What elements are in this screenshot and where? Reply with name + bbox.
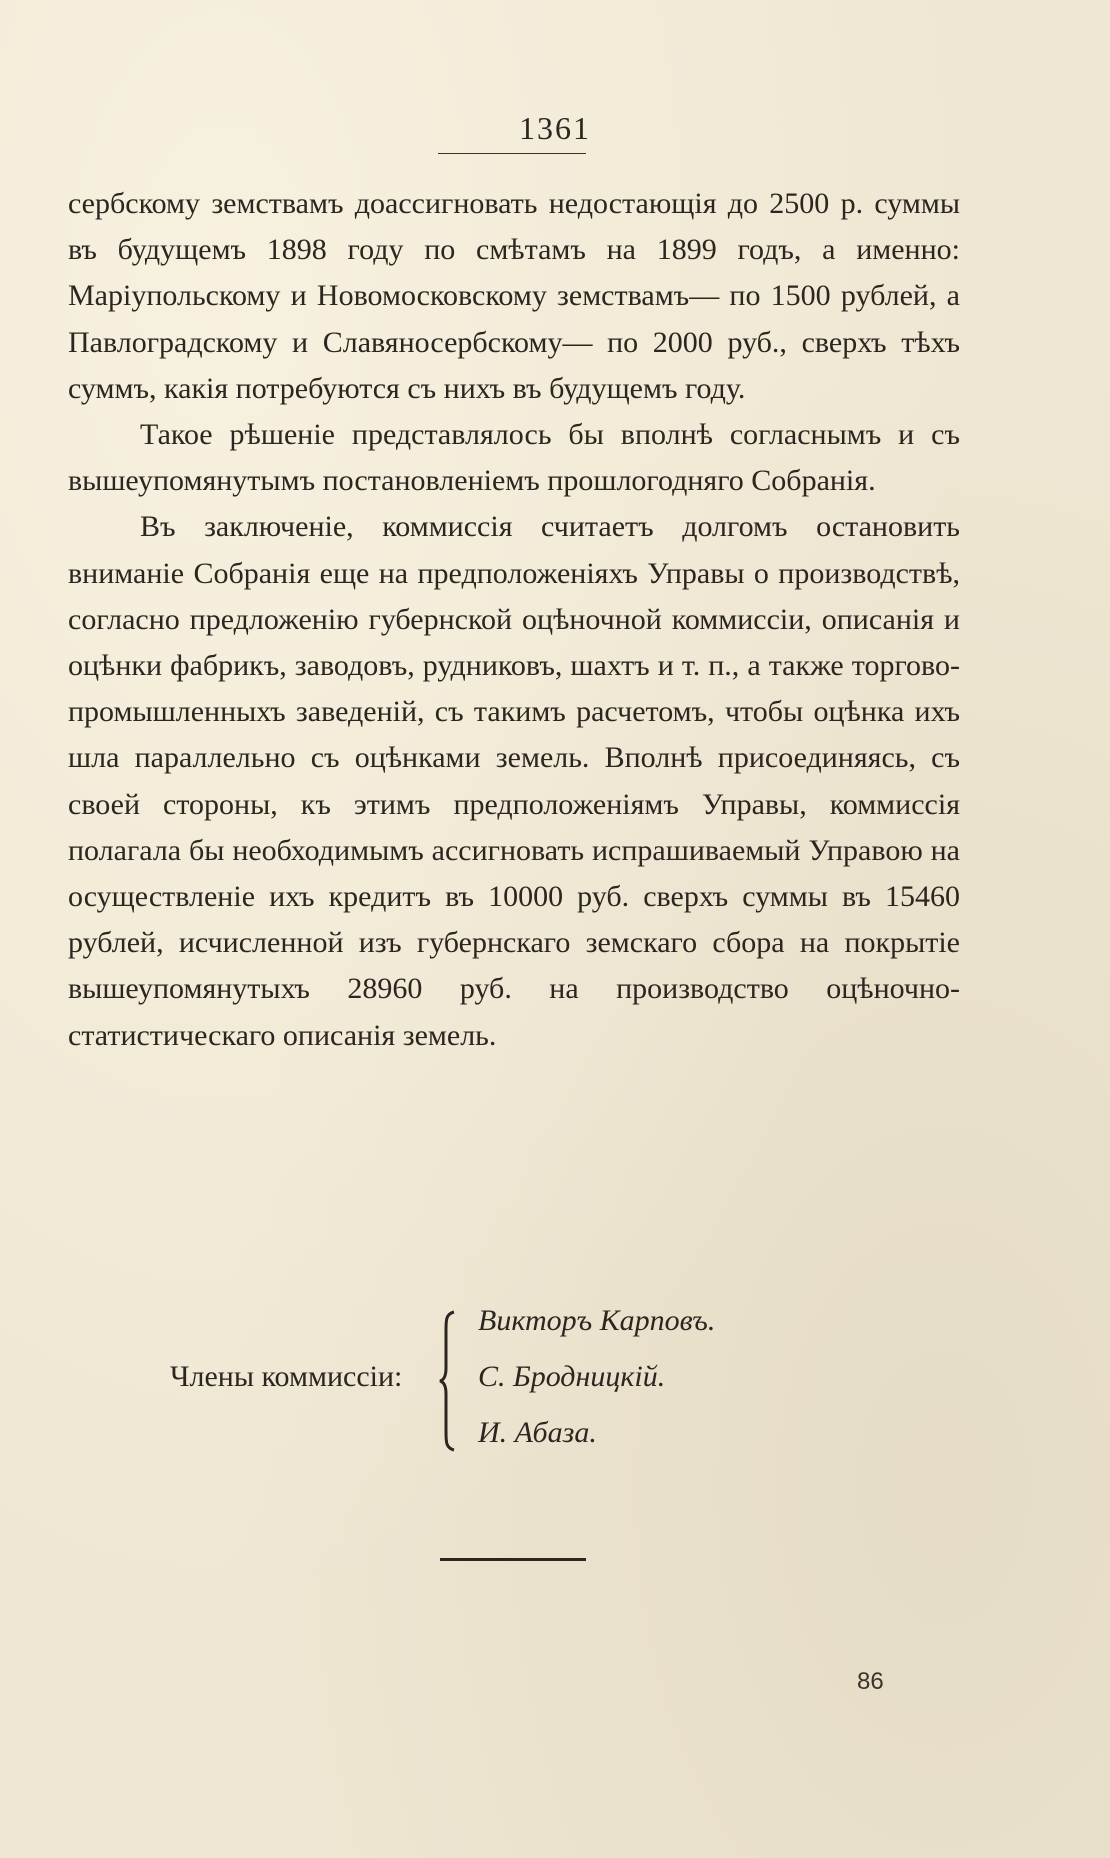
header-rule [438,153,586,154]
footer-rule [440,1558,586,1561]
paragraph-1: сербскому земствамъ доассигновать недостающія до 2500 р. суммы въ будущемъ 1898 году по смѣтамъ на 1899 годъ, а именно: Маріупольскому и Новомосковскому земствамъ— по 1500 рублей, а Павлоградскому и Славяносербскому— по 2000 руб., сверхъ тѣхъ суммъ, какія потребуются съ нихъ въ будущемъ году. [68,187,960,405]
signature-member-1: Викторъ Карповъ. [478,1304,716,1337]
signature-block [0,1300,1110,1460]
signature-label: Члены коммиссіи: [170,1360,403,1393]
paragraph-2: Такое рѣшеніе представлялось бы вполнѣ согласнымъ и съ вышеупомянутымъ постановленіемъ прошлогодняго Собранія. [68,418,960,498]
curly-brace-icon [438,1310,458,1452]
sheet-number: 86 [857,1668,884,1695]
paragraph-3: Въ заключеніе, коммиссія считаетъ долгомъ остановить вниманіе Собранія еще на предположеніяхъ Управы о производствѣ, согласно предложенію губернской оцѣночной коммиссіи, описанія и оцѣнки фабрикъ, заводовъ, рудниковъ, шахтъ и т. п., а также торгово-промышленныхъ заведеній, съ такимъ расчетомъ, чтобы оцѣнка ихъ шла параллельно съ оцѣнками земель. Вполнѣ присоединяясь, съ своей стороны, къ этимъ предположеніямъ Управы, коммиссія полагала бы необходимымъ ассигновать испрашиваемый Управою на осуществленіе ихъ кредитъ въ 10000 руб. сверхъ суммы въ 15460 рублей, исчисленной изъ губернскаго земскаго сбора на покрытіе вышеупомянутыхъ 28960 руб. на производство оцѣночно-статистическаго описанія земель. [68,510,960,1052]
page-number: 1361 [519,110,591,146]
signature-member-3: И. Абаза. [478,1416,597,1449]
signature-member-2: С. Бродницкій. [478,1360,666,1393]
body-text [68,181,960,1059]
